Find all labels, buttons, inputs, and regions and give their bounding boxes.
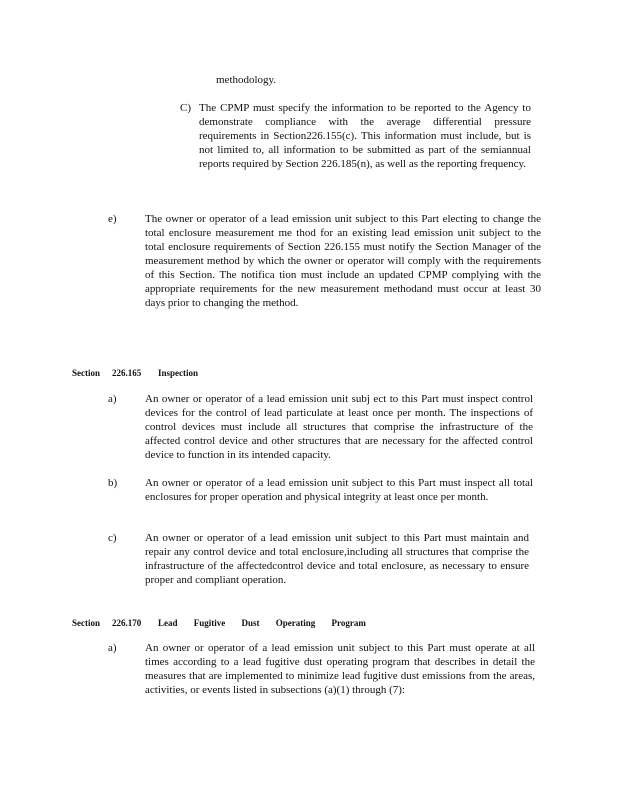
section-170-marker-a: a): [108, 642, 117, 654]
section-170-paragraph-a: An owner or operator of a lead emission unit subject to this Part must operate at all times according to a lead fugitive dust operating program that describes in detail the measures that are implemented to minimize lead fugitive dust emissions from the areas, activities, or events listed in subsections (a)(1) through (7):: [145, 642, 535, 696]
section-165-marker-b: b): [108, 477, 118, 489]
item-marker-c-upper: C): [180, 102, 191, 114]
section-170-number: 226.170: [112, 618, 142, 628]
section-165-paragraph-b: An owner or operator of a lead emission unit subject to this Part must inspect all total enclosures for proper operation and physical integrity at least once per month.: [145, 477, 533, 503]
cpmp-reporting-paragraph: The CPMP must specify the information to be reported to the Agency to demonstrate compliance with the average differential pressure requirements in Section226.155(c). This information must include, but is not limited to, all information to be submitted as part of the semiannual reports required by Section 226.185(n), as well as the reporting frequency.: [199, 102, 531, 170]
section-165-label: Section: [72, 368, 100, 378]
section-165-number: 226.165: [112, 368, 142, 378]
section-165-paragraph-a: An owner or operator of a lead emission unit subj ect to this Part must inspect control devices for the control of lead particulate at least once per month. The inspections of control devices must include all structures that comprise the infrastructure of the affected control device and other structures that are necessary for the affected control device to function in its intended capacity.: [145, 393, 533, 461]
methodology-continuation: methodology.: [216, 74, 277, 86]
section-165-marker-c: c): [108, 532, 117, 544]
measurement-method-change-paragraph: The owner or operator of a lead emission unit subject to this Part electing to change the total enclosure measurement me thod for an existing lead emission unit subject to the total enclosure requirements of Section 226.155 must notify the Section Manager of the measurement method by which the owner or operator will comply with the requirements of this Section. The notifica tion must include an updated CPMP complying with the appropriate requirements for the new measurement methodand must occur at least 30 days prior to changing the method.: [145, 213, 541, 309]
section-170-label: Section: [72, 618, 100, 628]
section-165-marker-a: a): [108, 393, 117, 405]
section-165-title: Inspection: [158, 368, 199, 378]
item-marker-e: e): [108, 213, 117, 225]
section-170-title: Lead Fugitive Dust Operating Program: [158, 618, 366, 628]
section-165-paragraph-c: An owner or operator of a lead emission unit subject to this Part must maintain and repair any control device and total enclosure,including all structures that comprise the infrastructure of the affectedcontrol device and total enclosure, as necessary to ensure proper and compliant operation.: [145, 532, 529, 586]
